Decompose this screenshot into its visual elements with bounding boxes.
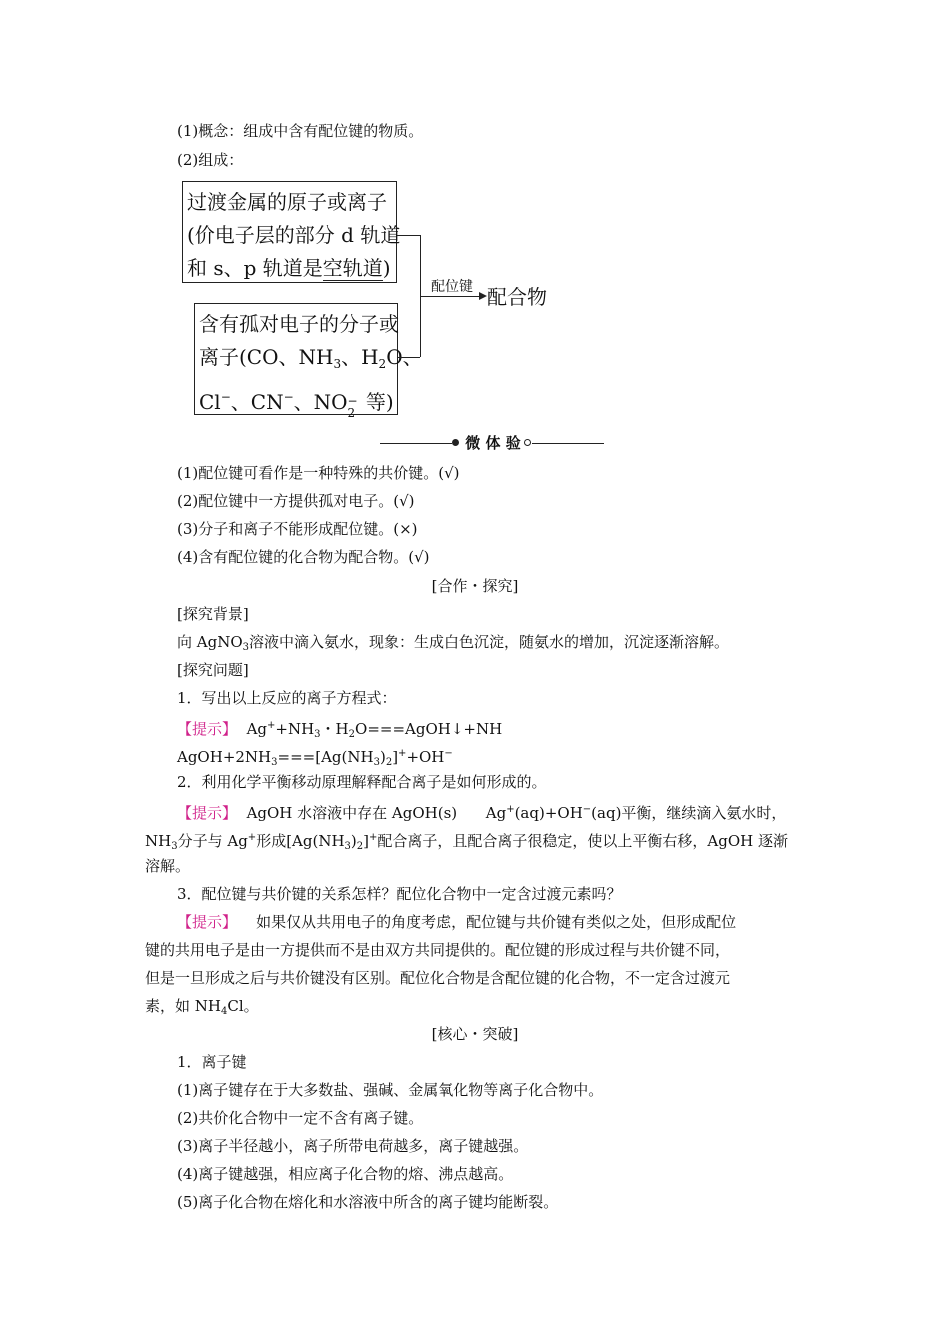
metal-box-line2: (价电子层的部分 d 轨道 [187, 223, 401, 247]
connector-bottom [398, 357, 420, 358]
q3-answer-line2: 键的共用电子是由一方提供而不是由双方共同提供的。配位键的形成过程与共价键不同， [145, 941, 731, 959]
q3-answer-line3: 但是一旦形成之后与共价键没有区别。配位化合物是含配位键的化合物，不一定含过渡元 [145, 969, 731, 987]
hezuo-title: [合作・探究] [431, 577, 519, 595]
ligand-box-line3: Cl−、CN−、NO − 2 等) [199, 390, 394, 420]
filled-dot-icon [452, 439, 459, 446]
metal-box-line3: 和 s、p 轨道是空轨道) [187, 256, 391, 280]
arrow-label: 配位键 [431, 279, 473, 295]
q2-answer-line2: $NH_3$分子与 Ag+形成$[Ag(NH_3)_2]^+$配合离子，且配合离子很稳定，使以上平衡右移，AgOH 逐渐 [145, 832, 788, 852]
weitiyan-item-4: (4)含有配位键的化合物为配合物。(√) [177, 548, 430, 566]
q2-answer-line1: 【提示】 AgOH 水溶液中存在 AgOH(s) Ag+(aq)+OH−(aq)平衡，继续滴入氨水时， [177, 804, 787, 822]
q3-answer-line1: 【提示】 如果仅从共用电子的角度考虑，配位键与共价键有类似之处，但形成配位 [177, 913, 737, 931]
core-item-5: (5)离子化合物在熔化和水溶液中所含的离子键均能断裂。 [177, 1193, 559, 1211]
bg-text: 向 AgNO$_3$溶液中滴入氨水，现象：生成白色沉淀，随氨水的增加，沉淀逐渐溶解。 [177, 633, 730, 653]
ligand-box-line1: 含有孤对电子的分子或 [199, 312, 399, 336]
metal-box-line1: 过渡金属的原子或离子 [187, 190, 387, 214]
empty-orbital-text: 空轨道 [322, 256, 383, 280]
q1-answer-line2: $AgOH+2NH_3===[Ag(NH_3)_2]^++OH^-$ [177, 748, 453, 768]
hexin-title: [核心・突破] [431, 1025, 519, 1043]
concept-line: (1)概念：组成中含有配位键的物质。 [177, 122, 424, 140]
weitiyan-item-3: (3)分子和离子不能形成配位键。(×) [177, 520, 418, 538]
metal-box [182, 181, 401, 283]
composition-label: (2)组成： [177, 151, 244, 169]
weitiyan-item-2: (2)配位键中一方提供孤对电子。(√) [177, 492, 415, 510]
question-3: 3．配位键与共价键的关系怎样？配位化合物中一定含过渡元素吗？ [177, 885, 622, 903]
weitiyan-heading: 微 体 验 [380, 433, 605, 453]
ligand-box-line2: 离子(CO、$NH_3$、$H_2O$、 [199, 345, 423, 371]
question-1: 1．写出以上反应的离子方程式： [177, 689, 397, 707]
q3-answer-line4: 素，如 $NH_4Cl$。 [145, 997, 259, 1017]
q2-answer-line3: 溶解。 [145, 857, 191, 875]
core-heading: 1．离子键 [177, 1053, 247, 1071]
bg-label: [探究背景] [177, 605, 249, 623]
weitiyan-item-1: (1)配位键可看作是一种特殊的共价键。(√) [177, 464, 460, 482]
core-item-4: (4)离子键越强，相应离子化合物的熔、沸点越高。 [177, 1165, 514, 1183]
core-item-3: (3)离子半径越小，离子所带电荷越多，离子键越强。 [177, 1137, 529, 1155]
arrow-head-icon [479, 292, 487, 300]
core-item-2: (2)共价化合物中一定不含有离子键。 [177, 1109, 424, 1127]
result-label: 配合物 [487, 285, 547, 309]
hollow-dot-icon [524, 439, 531, 446]
question-2: 2．利用化学平衡移动原理解释配合离子是如何形成的。 [177, 773, 547, 791]
q1-answer-line1: 【提示】 $Ag^++NH_3$・$H_2O===AgOH↓+NH$ [177, 720, 503, 740]
connector-top [397, 235, 420, 236]
question-label: [探究问题] [177, 661, 249, 679]
hint-label: 【提示】 [177, 720, 238, 738]
ligand-box [194, 303, 423, 420]
core-item-1: (1)离子键存在于大多数盐、强碱、金属氧化物等离子化合物中。 [177, 1081, 604, 1099]
